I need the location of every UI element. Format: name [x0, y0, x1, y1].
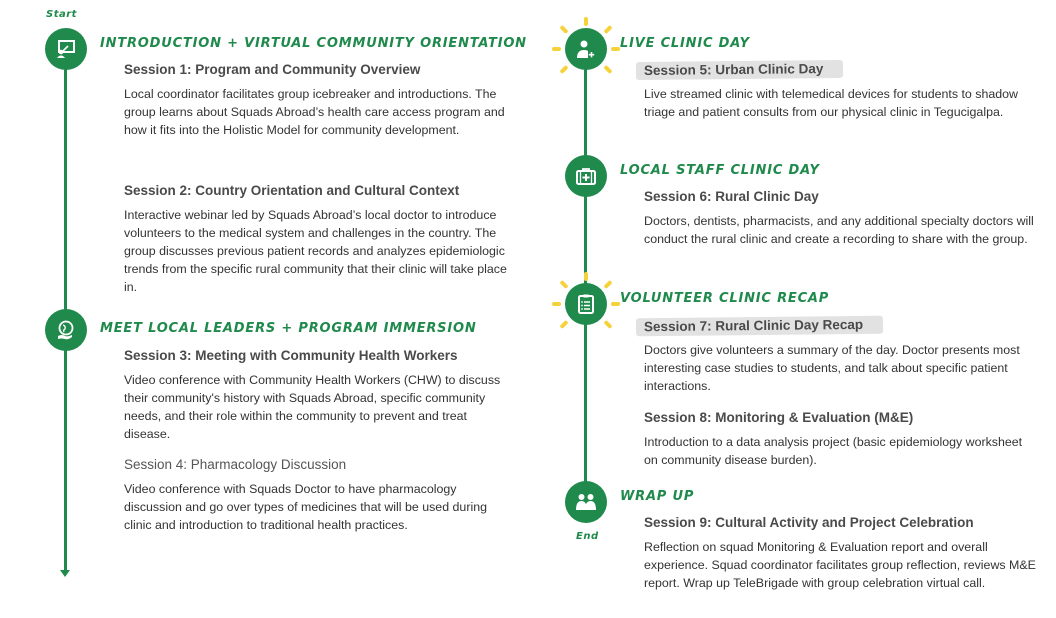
globe-hand-icon [54, 318, 78, 342]
session-6-description: Doctors, dentists, pharmacists, and any additional specialty doctors will conduct the rural clinic and create a recording to share with the group. [644, 214, 1034, 246]
session-8-description: Introduction to a data analysis project (basic epidemiology worksheet on community disease burden). [644, 435, 1023, 467]
session-7-description: Doctors give volunteers a summary of the day. Doctor presents most interesting case studies to students, and talk about specific patient interactions. [644, 343, 1020, 393]
phase-title-volunteer-clinic-recap: VOLUNTEER CLINIC RECAP [620, 291, 830, 306]
session-5-title: Session 5: Urban Clinic Day [636, 60, 843, 80]
phase-node-introduction [45, 28, 87, 70]
session-3-description: Video conference with Community Health Workers (CHW) to discuss their community's history with Squads Abroad, specific community needs, and their role within the community to prevent and treat disease. [124, 373, 501, 441]
start-marker: Start [46, 9, 77, 20]
phase-node-meet-local-leaders [45, 309, 87, 351]
phase-title-wrap-up: WRAP UP [620, 489, 695, 504]
session-9-description: Reflection on squad Monitoring & Evaluation report and overall experience. Squad coordinator facilitates group reflection, reviews M&E report. Wrap up TeleBrigade with group celebration virtual call. [644, 540, 1036, 590]
session-8-title: Session 8: Monitoring & Evaluation (M&E) [644, 410, 914, 425]
session-5-description: Live streamed clinic with telemedical devices for students to shadow triage and patient consults from our physical clinic in Tegucigalpa. [644, 87, 1018, 119]
timeline-arrow-icon [60, 570, 70, 577]
session-7-title: Session 7: Rural Clinic Day Recap [636, 316, 883, 337]
clipboard-icon [574, 292, 598, 316]
phase-title-live-clinic-day: LIVE CLINIC DAY [620, 36, 750, 51]
session-4-description: Video conference with Squads Doctor to have pharmacology discussion and go over types of medicines that will be used during clinic and introduction to traditional health practices. [124, 482, 487, 532]
session-2-title: Session 2: Country Orientation and Cultural Context [124, 183, 460, 198]
session-6-title: Session 6: Rural Clinic Day [644, 189, 819, 204]
session-3-title: Session 3: Meeting with Community Health Workers [124, 348, 458, 363]
phase-node-live-clinic-day [565, 28, 607, 70]
end-marker: End [576, 531, 599, 542]
session-2-description: Interactive webinar led by Squads Abroad’s local doctor to introduce volunteers to the medical system and challenges in the country. The group discusses previous patient records and analyzes epidemiologic trends from the specific rural community that their clinic will take place in. [124, 208, 507, 294]
people-icon [574, 490, 598, 514]
phase-node-local-staff-clinic-day [565, 155, 607, 197]
phase-node-volunteer-clinic-recap [565, 283, 607, 325]
phase-title-local-staff-clinic-day: LOCAL STAFF CLINIC DAY [620, 163, 820, 178]
session-1-title: Session 1: Program and Community Overview [124, 62, 421, 77]
session-1-description: Local coordinator facilitates group icebreaker and introductions. The group learns about Squads Abroad’s health care access program and how it fits into the Holistic Model for community development. [124, 87, 505, 137]
session-4-title: Session 4: Pharmacology Discussion [124, 457, 347, 472]
phase-node-wrap-up [565, 481, 607, 523]
medical-kit-icon [574, 164, 598, 188]
phase-title-meet-local-leaders: MEET LOCAL LEADERS + PROGRAM IMMERSION [100, 321, 477, 336]
phase-title-introduction: INTRODUCTION + VIRTUAL COMMUNITY ORIENTATION [100, 36, 527, 51]
doctor-icon [574, 37, 598, 61]
presentation-icon [54, 37, 78, 61]
session-9-title: Session 9: Cultural Activity and Project Celebration [644, 515, 974, 530]
